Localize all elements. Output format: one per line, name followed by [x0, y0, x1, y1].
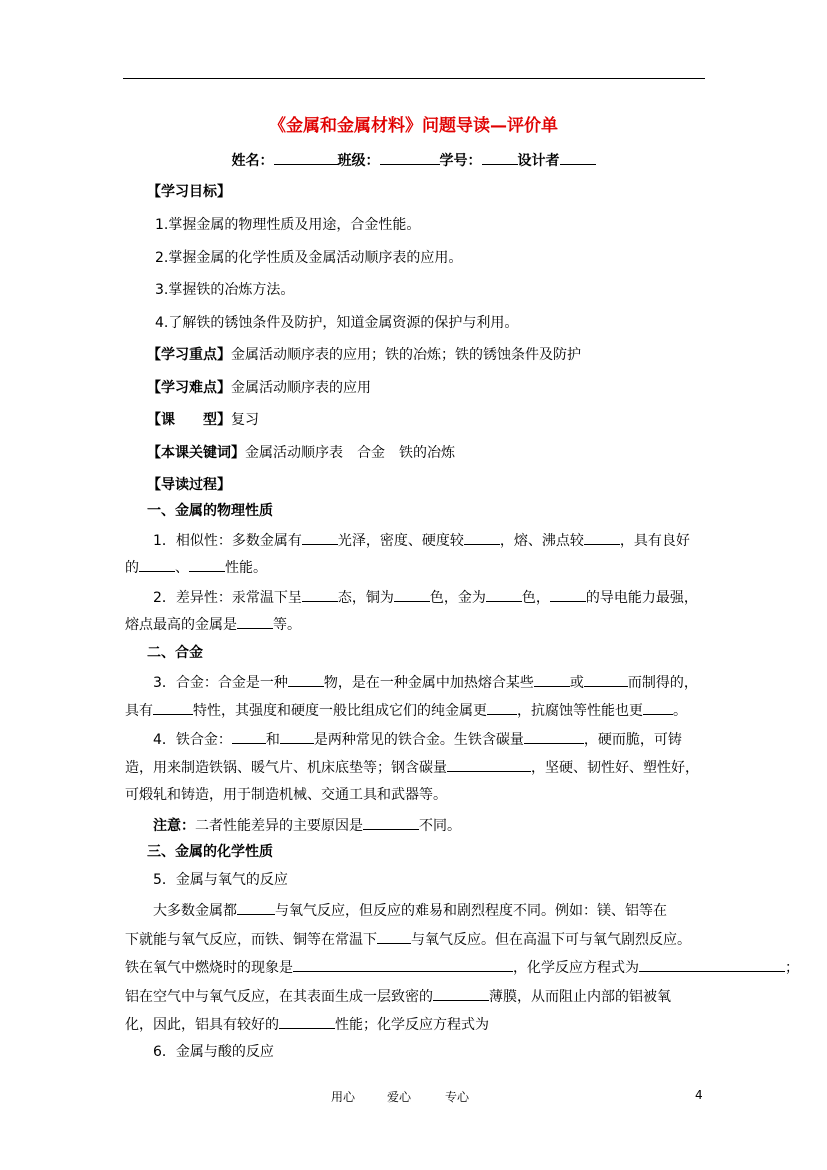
- footer-motto-1: 用心: [331, 1090, 356, 1104]
- note-line: 注意：二者性能差异的主要原因是 不同。: [153, 815, 461, 835]
- fill-blank[interactable]: [639, 957, 785, 972]
- class-blank[interactable]: [380, 150, 440, 165]
- goal-1: 1.掌握金属的物理性质及用途，合金性能。: [155, 217, 421, 233]
- difference-line-2: 熔点最高的金属是 等。: [125, 614, 301, 634]
- footer-motto-2: 爱心: [387, 1090, 412, 1104]
- fill-blank[interactable]: [486, 587, 522, 602]
- section-chemical-properties: 三、金属的化学性质: [147, 844, 273, 860]
- fill-blank[interactable]: [377, 929, 411, 944]
- goal-2: 2.掌握金属的化学性质及金属活动顺序表的应用。: [155, 250, 463, 266]
- difference-line: 2．差异性：汞常温下呈 态，铜为 色，金为 色， 的导电能力最强，: [153, 587, 698, 607]
- fill-blank[interactable]: [643, 700, 673, 715]
- goal-3: 3.掌握铁的冶炼方法。: [155, 282, 295, 298]
- fill-blank[interactable]: [584, 530, 620, 545]
- fill-blank[interactable]: [447, 757, 531, 772]
- similarity-line: 1．相似性：多数金属有 光泽，密度、硬度较 ，熔、沸点较 ，具有良好: [153, 530, 690, 550]
- fill-blank[interactable]: [189, 557, 225, 572]
- fill-blank[interactable]: [232, 729, 266, 744]
- fill-blank[interactable]: [394, 587, 430, 602]
- fill-blank[interactable]: [279, 1014, 335, 1029]
- name-label: 姓名：: [231, 153, 274, 169]
- number-blank[interactable]: [482, 150, 518, 165]
- section-alloy: 二、合金: [147, 645, 203, 661]
- iron-alloy-line-2: 造，用来制造铁锅、暖气片、机床底垫等；钢含碳量 ，坚硬、韧性好、塑性好，: [125, 757, 699, 777]
- fill-blank[interactable]: [288, 672, 324, 687]
- key-points: 【学习重点】金属活动顺序表的应用；铁的冶炼；铁的锈蚀条件及防护: [147, 347, 581, 363]
- class-label: 班级：: [337, 153, 380, 169]
- fill-blank[interactable]: [524, 729, 584, 744]
- header-rule: [123, 78, 705, 79]
- fill-blank[interactable]: [139, 557, 175, 572]
- fill-blank[interactable]: [153, 700, 193, 715]
- fill-blank[interactable]: [534, 672, 570, 687]
- fill-blank[interactable]: [302, 587, 338, 602]
- metal-acid-heading: 6．金属与酸的反应: [153, 1044, 274, 1060]
- number-label: 学号：: [439, 153, 482, 169]
- footer-motto-3: 专心: [445, 1090, 470, 1104]
- alloy-line: 3．合金：合金是一种 物，是在一种金属中加热熔合某些 或 而制得的，: [153, 672, 698, 692]
- name-blank[interactable]: [274, 150, 338, 165]
- oxygen-line-5: 化，因此，铝具有较好的 性能；化学反应方程式为: [125, 1014, 489, 1034]
- fill-blank[interactable]: [487, 700, 517, 715]
- fill-blank[interactable]: [302, 530, 338, 545]
- oxygen-line-2: 下就能与氧气反应，而铁、铜等在常温下 与氧气反应。但在高温下可与氧气剧烈反应。: [125, 929, 691, 949]
- goals-heading: 【学习目标】: [147, 184, 231, 200]
- page-number: 4: [695, 1088, 703, 1102]
- fill-blank[interactable]: [293, 957, 513, 972]
- oxygen-line-3: 铁在氧气中燃烧时的现象是 ，化学反应方程式为 ；: [125, 957, 799, 977]
- metal-oxygen-heading: 5．金属与氧气的反应: [153, 872, 288, 888]
- designer-label: 设计者: [517, 153, 560, 169]
- fill-blank[interactable]: [237, 900, 275, 915]
- keywords: 【本课关键词】金属活动顺序表 合金 铁的冶炼: [147, 445, 455, 461]
- fill-blank[interactable]: [280, 729, 314, 744]
- similarity-line-2: 的 、 性能。: [125, 557, 267, 577]
- section-physical-properties: 一、金属的物理性质: [147, 503, 273, 519]
- fill-blank[interactable]: [550, 587, 586, 602]
- fill-blank[interactable]: [464, 530, 500, 545]
- goal-4: 4.了解铁的锈蚀条件及防护，知道金属资源的保护与利用。: [155, 315, 519, 331]
- process-heading: 【导读过程】: [147, 477, 231, 493]
- oxygen-line-1: 大多数金属都 与氧气反应，但反应的难易和剧烈程度不同。例如：镁、铝等在: [153, 900, 667, 920]
- difficult-points: 【学习难点】金属活动顺序表的应用: [147, 380, 371, 396]
- iron-alloy-line: 4．铁合金： 和 是两种常见的铁合金。生铁含碳量 ，硬而脆，可铸: [153, 729, 682, 749]
- fill-blank[interactable]: [584, 672, 628, 687]
- student-info-line: [0, 150, 827, 170]
- iron-alloy-line-3: 可煅轧和铸造，用于制造机械、交通工具和武器等。: [125, 787, 447, 803]
- alloy-line-2: 具有 特性，其强度和硬度一般比组成它们的纯金属更 ，抗腐蚀等性能也更 。: [125, 700, 687, 720]
- fill-blank[interactable]: [237, 614, 273, 629]
- designer-blank[interactable]: [560, 150, 596, 165]
- oxygen-line-4: 铝在空气中与氧气反应，在其表面生成一层致密的 薄膜，从而阻止内部的铝被氧: [125, 986, 671, 1006]
- fill-blank[interactable]: [433, 986, 489, 1001]
- fill-blank[interactable]: [363, 815, 419, 830]
- lesson-type: 【课 型】复习: [147, 412, 259, 428]
- document-title: 《金属和金属材料》问题导读—评价单: [269, 116, 558, 136]
